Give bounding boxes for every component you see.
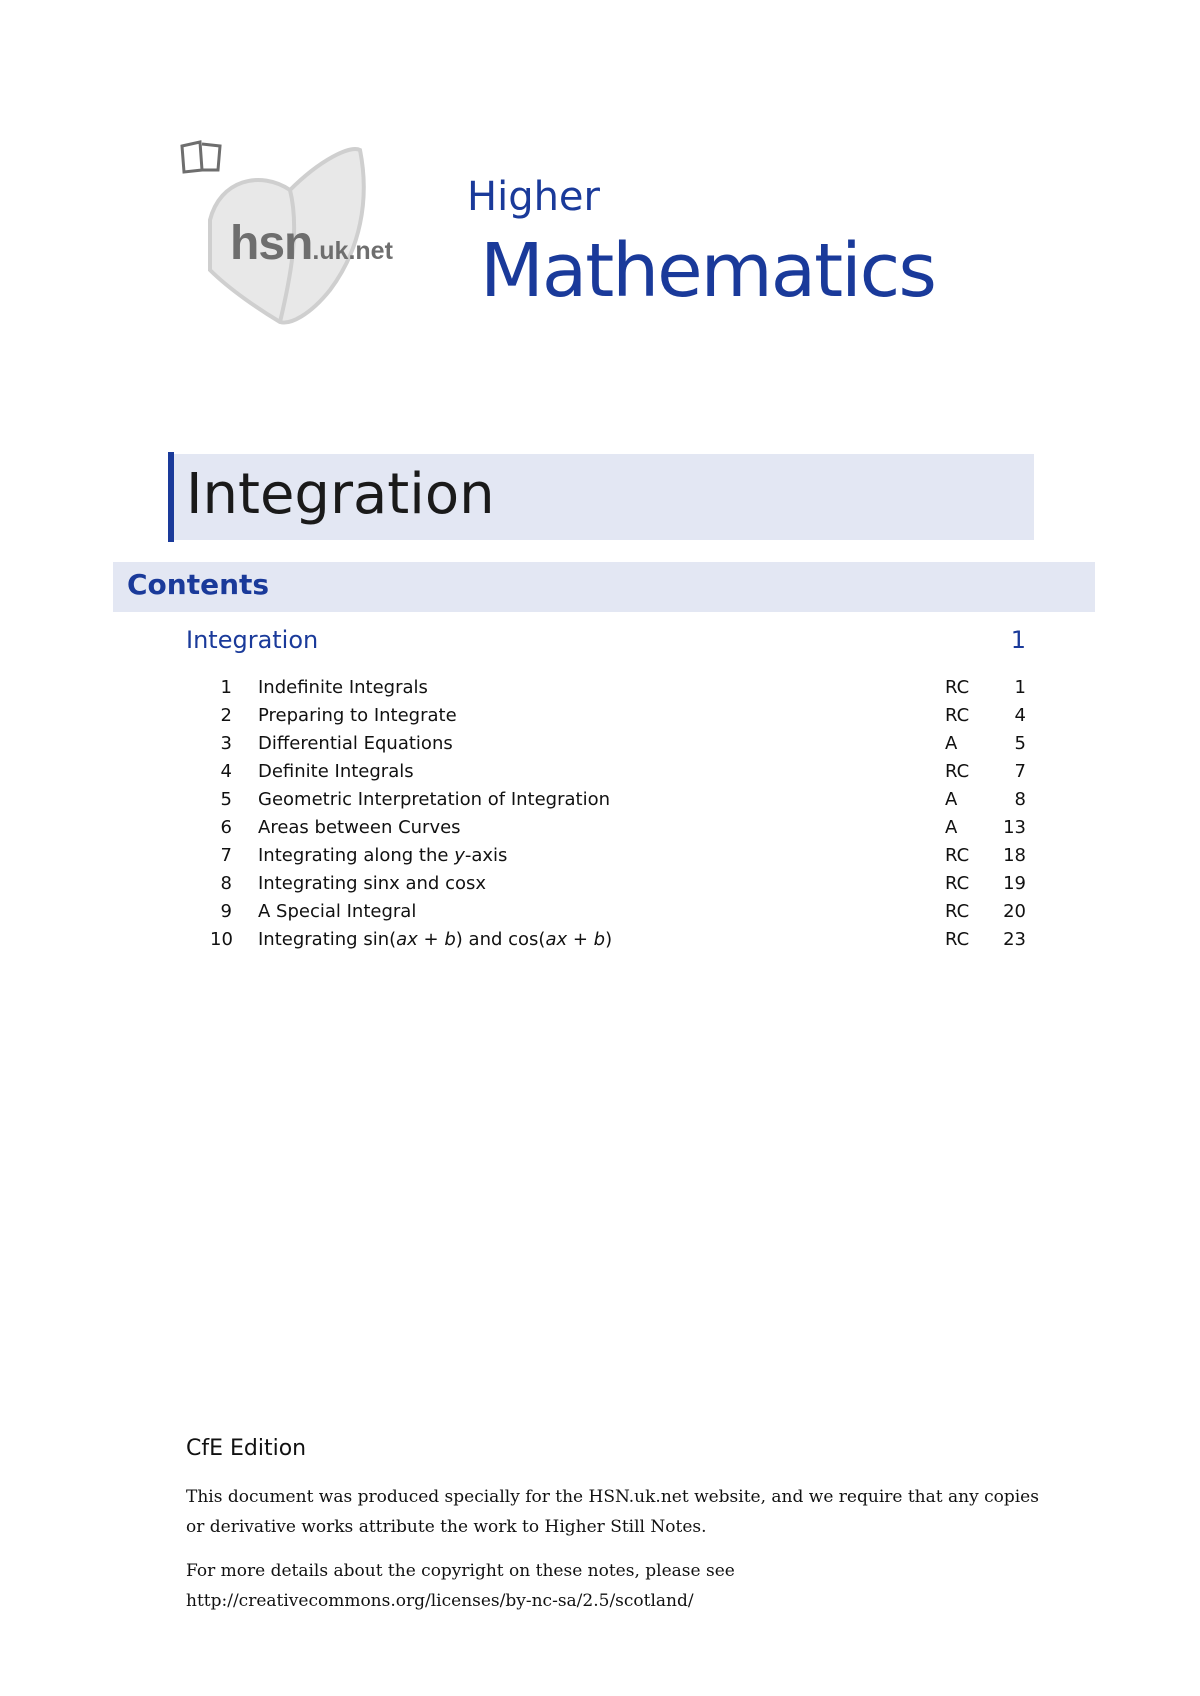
toc-number: 9 <box>220 901 232 922</box>
toc-row[interactable] <box>210 674 1026 702</box>
edition-label: CfE Edition <box>186 1436 307 1461</box>
toc-code: A <box>945 789 958 810</box>
toc-title-var: ax <box>396 929 418 950</box>
toc-row[interactable] <box>210 814 1026 842</box>
toc-number: 10 <box>210 929 233 950</box>
toc-title: Geometric Interpretation of Integration <box>258 789 611 810</box>
toc-number: 6 <box>220 817 232 838</box>
toc-title: Areas between Curves <box>258 817 461 838</box>
logo-brand: hsn <box>230 217 313 270</box>
toc-code: RC <box>945 873 970 894</box>
toc-title <box>258 842 507 870</box>
toc-title-part: + <box>417 929 445 950</box>
toc-row[interactable] <box>210 786 1026 814</box>
toc-title-var: b <box>444 929 456 950</box>
toc-row[interactable] <box>210 870 1026 898</box>
toc-code: A <box>945 817 958 838</box>
toc-page: 23 <box>1003 929 1026 950</box>
toc-code: RC <box>945 901 970 922</box>
copyright-text: For more details about the copyright on these notes, please see <box>186 1561 735 1581</box>
toc-title-var: ax <box>545 929 568 950</box>
attribution-note: This document was produced specially for the HSN.uk.net website, and we require that any copies or derivative works attribute the work to Higher Still Notes. <box>186 1487 1039 1537</box>
toc-title-part: Integrating sin( <box>258 929 397 950</box>
toc-row[interactable] <box>210 898 1026 926</box>
toc-title: Indefinite Integrals <box>258 677 428 698</box>
toc-number: 5 <box>220 789 232 810</box>
toc-row[interactable] <box>210 730 1026 758</box>
book-icon <box>180 140 224 174</box>
logo-domain: .uk.net <box>312 237 393 265</box>
toc-number: 3 <box>220 733 232 754</box>
toc-number: 7 <box>220 845 232 866</box>
toc-page: 1 <box>1014 677 1026 698</box>
toc-page: 5 <box>1014 733 1026 754</box>
toc-title-part: + <box>567 929 594 950</box>
toc-title: Differential Equations <box>258 733 453 754</box>
toc-page: 8 <box>1014 789 1026 810</box>
toc-title: A Special Integral <box>258 901 417 922</box>
toc-title-part: Integrating along the <box>258 845 455 866</box>
toc-title <box>258 926 612 954</box>
toc-section-heading[interactable] <box>186 626 1026 662</box>
toc-section-title: Integration <box>186 626 319 654</box>
toc-title-part: -axis <box>464 845 508 866</box>
toc-title: Definite Integrals <box>258 761 414 782</box>
toc-title: Preparing to Integrate <box>258 705 457 726</box>
hsn-logo <box>180 140 440 330</box>
toc-number: 8 <box>220 873 232 894</box>
toc-title-part: ) and cos( <box>455 929 546 950</box>
toc-page: 18 <box>1003 845 1026 866</box>
toc-number: 1 <box>220 677 232 698</box>
copyright-note <box>186 1556 1046 1616</box>
toc-page: 19 <box>1003 873 1026 894</box>
toc-section-page: 1 <box>1010 626 1026 654</box>
table-of-contents <box>210 674 1026 954</box>
toc-row[interactable] <box>210 758 1026 786</box>
toc-code: RC <box>945 761 970 782</box>
logo-wordmark <box>230 216 393 271</box>
toc-row[interactable] <box>210 926 1026 954</box>
toc-page: 4 <box>1014 705 1026 726</box>
header-subject: Mathematics <box>480 228 935 314</box>
toc-title: Integrating sinx and cosx <box>258 873 487 894</box>
toc-code: RC <box>945 845 970 866</box>
toc-code: RC <box>945 677 970 698</box>
contents-heading: Contents <box>127 568 270 601</box>
header-level: Higher <box>467 174 600 220</box>
toc-title-part: ) <box>605 929 613 950</box>
toc-row[interactable] <box>210 842 1026 870</box>
toc-code: RC <box>945 705 970 726</box>
toc-code: A <box>945 733 958 754</box>
toc-row[interactable] <box>210 702 1026 730</box>
toc-code: RC <box>945 929 970 950</box>
toc-title-var: y <box>454 845 465 866</box>
page-title: Integration <box>186 462 495 527</box>
title-accent-bar <box>168 452 174 542</box>
toc-title-var: b <box>593 929 606 950</box>
toc-number: 2 <box>220 705 232 726</box>
toc-page: 20 <box>1003 901 1026 922</box>
toc-page: 13 <box>1003 817 1026 838</box>
toc-page: 7 <box>1014 761 1026 782</box>
toc-number: 4 <box>220 761 232 782</box>
license-link[interactable]: http://creativecommons.org/licenses/by-nc-sa/2.5/scotland/ <box>186 1591 694 1611</box>
